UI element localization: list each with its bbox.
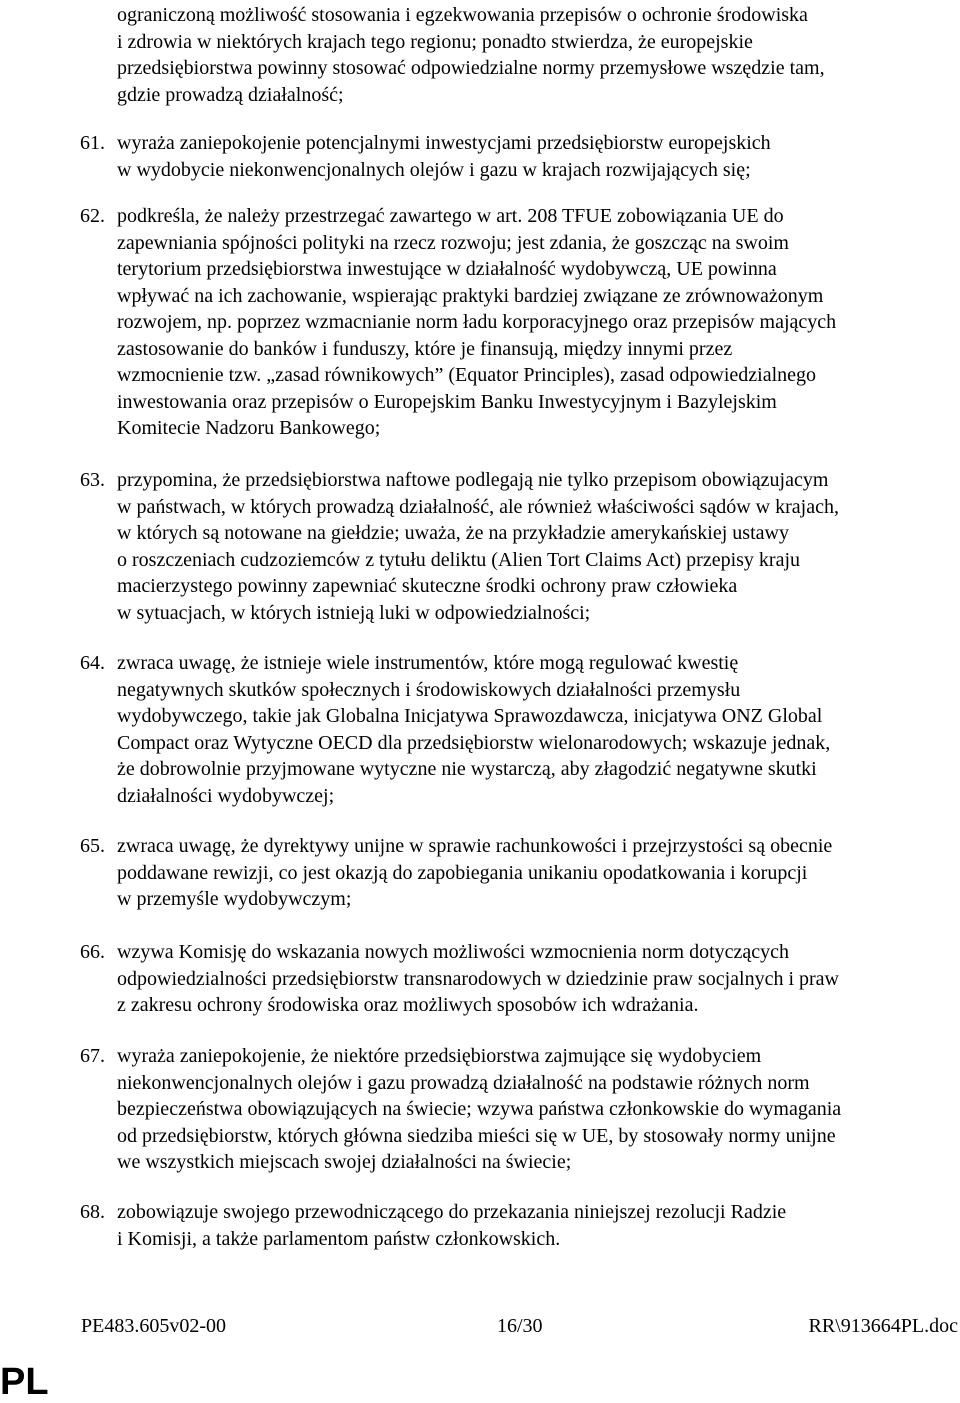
footer-file-name: RR\913664PL.doc [808, 1315, 958, 1337]
intro-paragraph: ograniczoną możliwość stosowania i egzekwowania przepisów o ochronie środowiska i zdrowia w niektórych krajach tego regionu; ponadto stwierdza, że europejskie przedsiębiorstwa powinny stosować odpowiedzialne normy przemysłowe wszędzie tam, gdzie prowadzą działalność; [117, 4, 825, 106]
item-number: 65. [80, 835, 105, 857]
item-text: zwraca uwagę, że istnieje wiele instrumentów, które mogą regulować kwestię negatywnych skutków społecznych i środowiskowych działalności przemysłu wydobywczego, takie jak Globalna Inicjatywa Sprawozdawcza, inicjatywa ONZ Global Compact oraz Wytyczne OECD dla przedsiębiorstw wielonarodowych; wskazuje jednak, że dobrowolnie przyjmowane wytyczne nie wystarczą, aby złagodzić negatywne skutki działalności wydobywczej; [117, 652, 831, 807]
item-number: 66. [80, 941, 105, 963]
item-number: 62. [80, 205, 105, 227]
item-number: 61. [80, 132, 105, 154]
item-number: 68. [80, 1201, 105, 1223]
item-number: 64. [80, 652, 105, 674]
item-text: zwraca uwagę, że dyrektywy unijne w sprawie rachunkowości i przejrzystości są obecnie poddawane rewizji, co jest okazją do zapobiegania unikaniu opodatkowania i korupcji w przemyśle wydobywczym; [117, 835, 833, 910]
item-text: zobowiązuje swojego przewodniczącego do przekazania niniejszej rezolucji Radzie i Komisji, a także parlamentom państw członkowskich. [117, 1201, 787, 1250]
item-text: przypomina, że przedsiębiorstwa naftowe podlegają nie tylko przepisom obowiązujacym w państwach, w których prowadzą działalność, ale również właściwości sądów w krajach, w których są notowane na giełdzie; uważa, że na przykładzie amerykańskiej ustawy o roszczeniach cudzoziemców z tytułu deliktu (Alien Tort Claims Act) przepisy kraju macierzystego powinny zapewniać skuteczne środki ochrony praw człowieka w sytuacjach, w których istnieją luki w odpowiedzialności; [117, 469, 839, 624]
item-text: wzywa Komisję do wskazania nowych możliwości wzmocnienia norm dotyczących odpowiedzialności przedsiębiorstw transnarodowych w dziedzinie praw socjalnych i praw z zakresu ochrony środowiska oraz możliwych sposobów ich wdrażania. [117, 941, 839, 1016]
item-text: wyraża zaniepokojenie, że niektóre przedsiębiorstwa zajmujące się wydobyciem niekonwencjonalnych olejów i gazu prowadzą działalność na podstawie różnych norm bezpieczeństwa obowiązujących na świecie; wzywa państwa członkowskie do wymagania od przedsiębiorstw, których główna siedziba mieści się w UE, by stosowały normy unijne we wszystkich miejscach swojej działalności na świecie; [117, 1045, 842, 1173]
language-code: PL [0, 1361, 49, 1403]
footer-doc-ref: PE483.605v02-00 [81, 1315, 226, 1337]
item-number: 67. [80, 1045, 105, 1067]
item-text: wyraża zaniepokojenie potencjalnymi inwestycjami przedsiębiorstw europejskich w wydobycie niekonwencjonalnych olejów i gazu w krajach rozwijających się; [117, 132, 771, 181]
item-text: podkreśla, że należy przestrzegać zawartego w art. 208 TFUE zobowiązania UE do zapewniania spójności polityki na rzecz rozwoju; jest zdania, że goszcząc na swoim terytorium przedsiębiorstwa inwestujące w działalność wydobywczą, UE powinna wpływać na ich zachowanie, wspierając praktyki bardziej związane ze zrównoważonym rozwojem, np. poprzez wzmacnianie norm ładu korporacyjnego oraz przepisów mających zastosowanie do banków i funduszy, które je finansują, między innymi przez wzmocnienie tzw. „zasad równikowych” (Equator Principles), zasad odpowiedzialnego inwestowania oraz przepisów o Europejskim Banku Inwestycyjnym i Bazylejskim Komitecie Nadzoru Bankowego; [117, 205, 837, 439]
item-number: 63. [80, 469, 105, 491]
footer-page-number: 16/30 [497, 1315, 543, 1337]
